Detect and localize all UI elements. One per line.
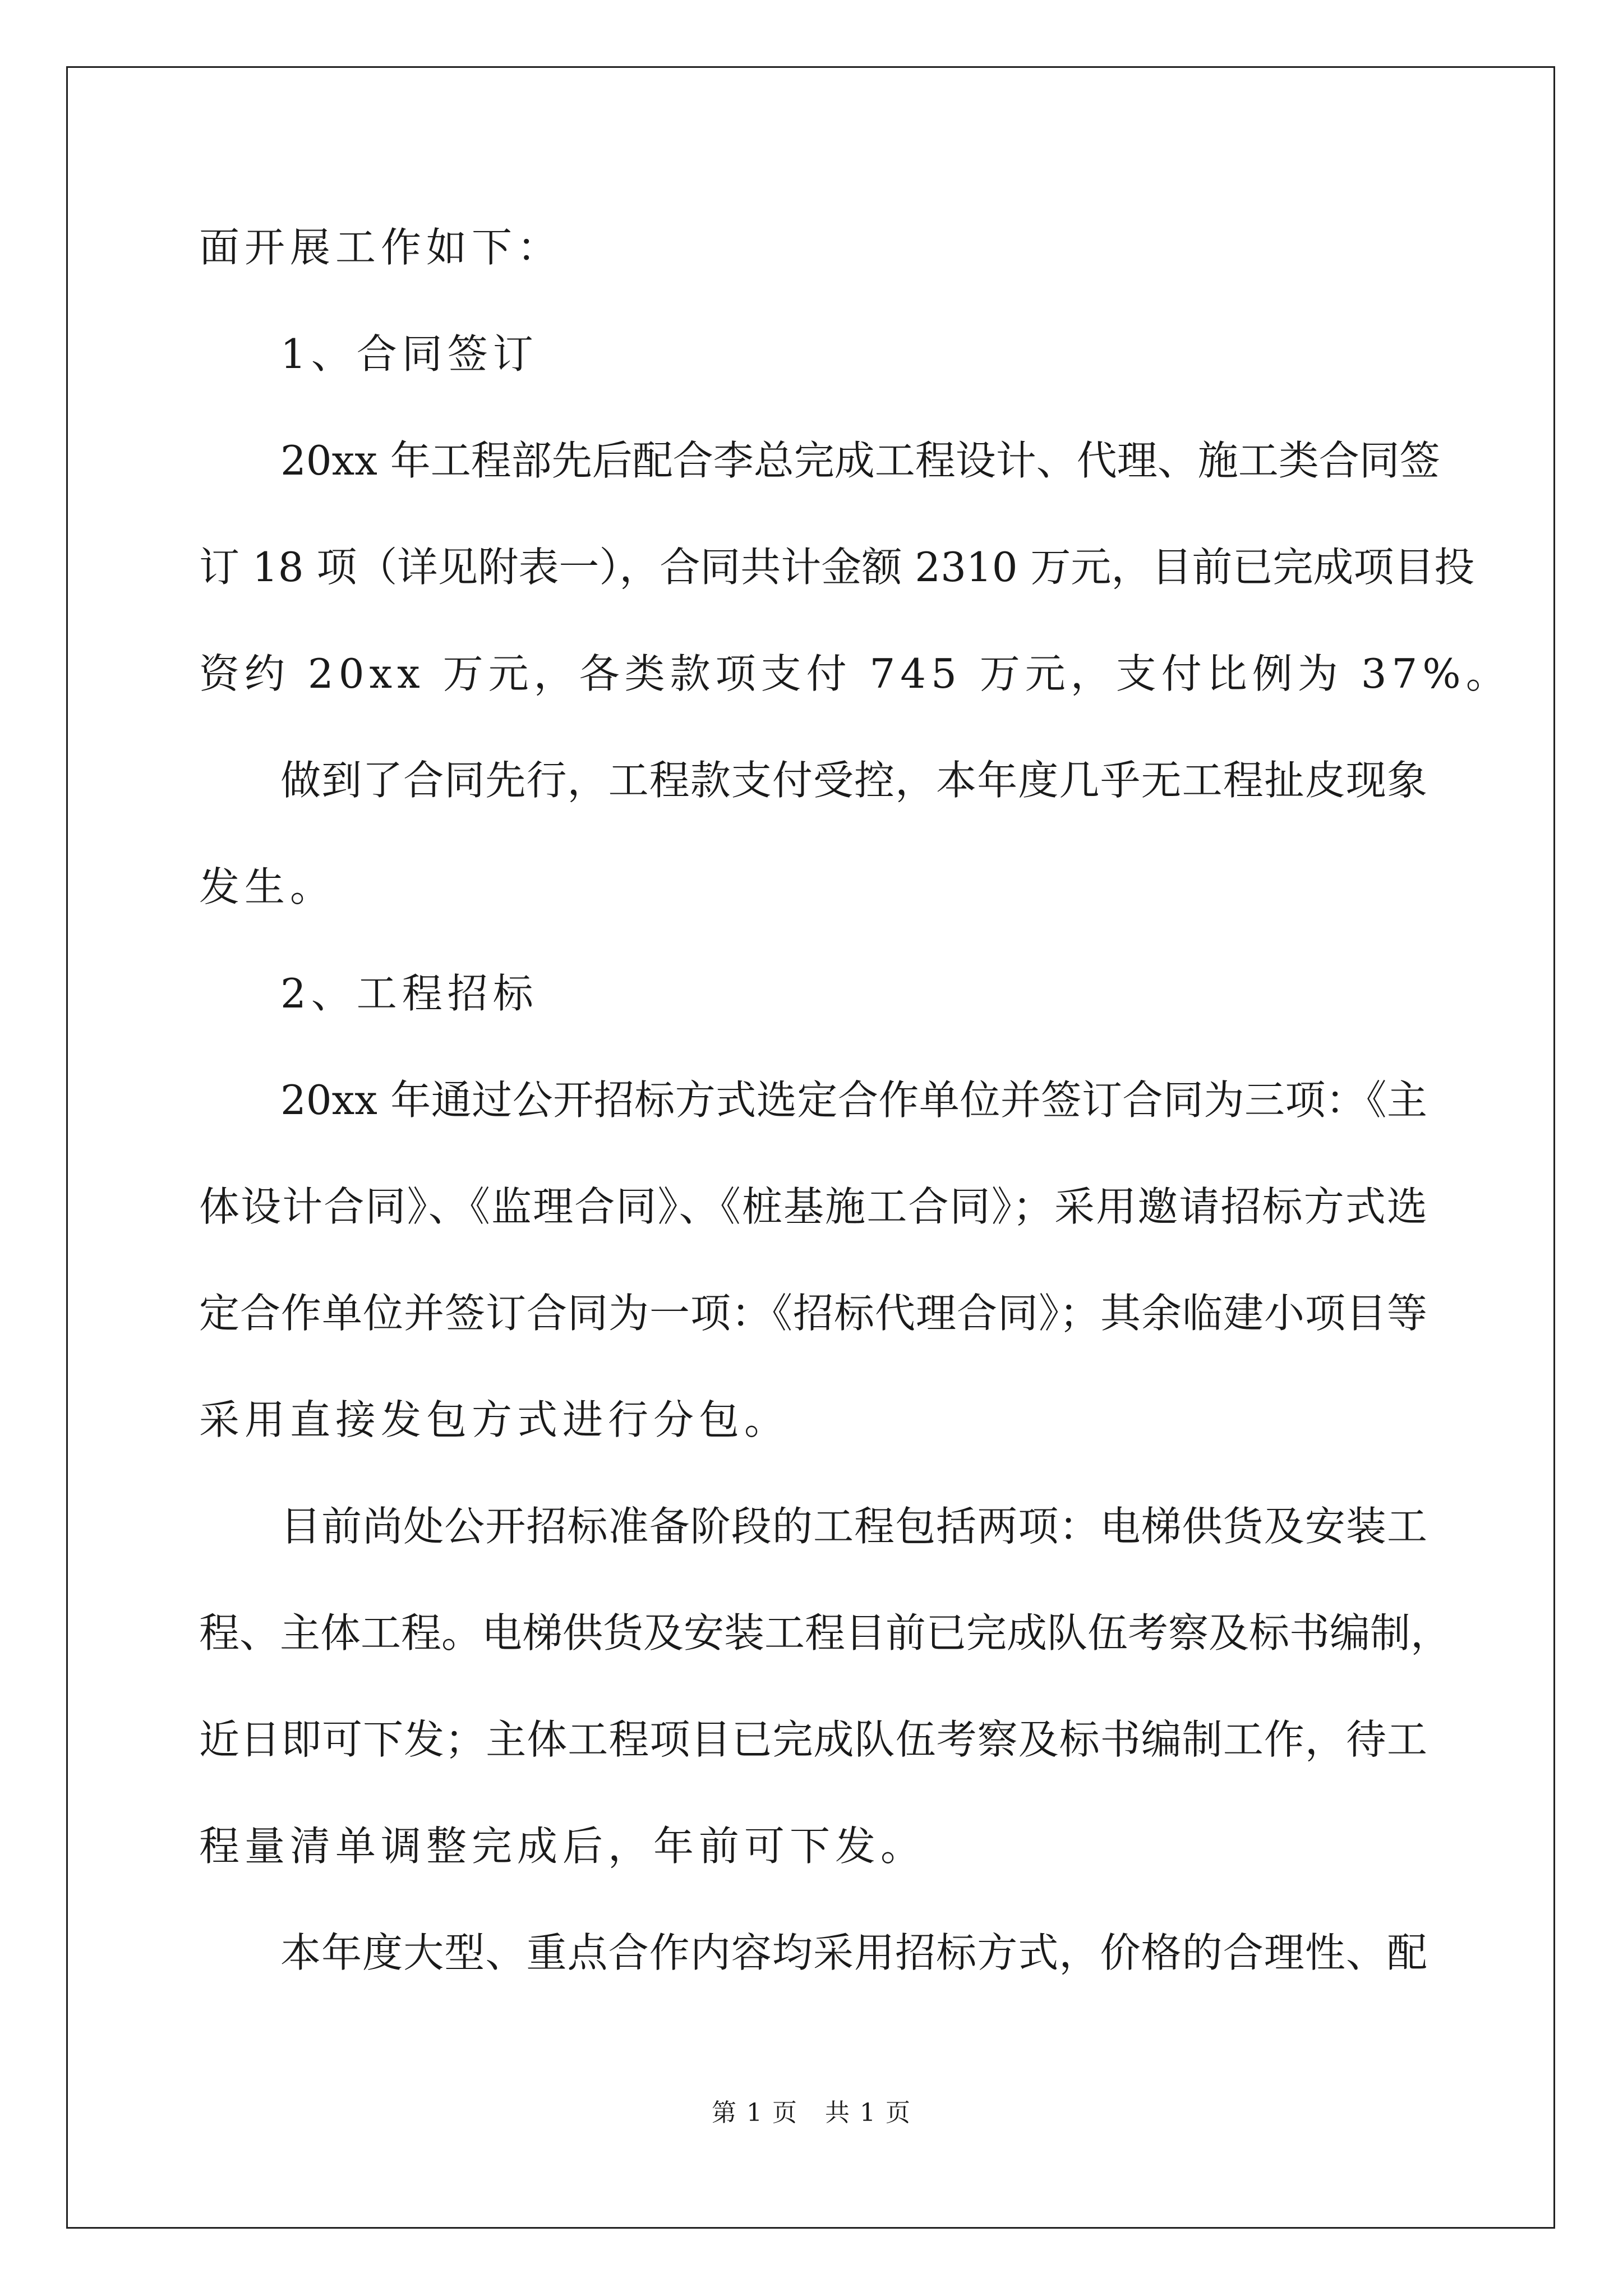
body-text-line: 程量清单调整完成后，年前可下发。: [199, 1823, 926, 1870]
body-text-line: 面开展工作如下：: [199, 224, 563, 271]
body-text-line: 20xx 年通过公开招标方式选定合作单位并签订合同为三项：《主: [280, 1076, 1427, 1124]
body-text-line: 目前尚处公开招标准备阶段的工程包括两项：电梯供货及安装工: [280, 1503, 1427, 1550]
body-text-line: 订 18 项（详见附表一），合同共计金额 2310 万元，目前已完成项目投: [199, 544, 1475, 591]
body-text-line: 做到了合同先行，工程款支付受控，本年度几乎无工程扯皮现象: [280, 757, 1427, 804]
body-text-line: 近日即可下发；主体工程项目已完成队伍考察及标书编制工作，待工: [199, 1716, 1427, 1763]
page-footer-page-number: 第 1 页 共 1 页: [712, 2099, 911, 2127]
body-text-line: 程、主体工程。电梯供货及安装工程目前已完成队伍考察及标书编制，: [199, 1609, 1451, 1657]
section-heading: 1、合同签订: [280, 330, 538, 378]
body-text-line: 资约 20xx 万元，各类款项支付 745 万元，支付比例为 37%。: [199, 650, 1511, 697]
body-text-line: 本年度大型、重点合作内容均采用招标方式，价格的合理性、配: [280, 1929, 1427, 1976]
page-border: [66, 66, 1555, 2229]
section-heading: 2、工程招标: [280, 970, 538, 1017]
body-text-line: 20xx 年工程部先后配合李总完成工程设计、代理、施工类合同签: [280, 437, 1440, 484]
body-text-line: 发生。: [199, 863, 336, 910]
body-text-line: 定合作单位并签订合同为一项：《招标代理合同》；其余临建小项目等: [199, 1290, 1427, 1337]
body-text-line: 体设计合同》、《监理合同》、《桩基施工合同》；采用邀请招标方式选: [199, 1183, 1427, 1230]
body-text-line: 采用直接发包方式进行分包。: [199, 1396, 790, 1443]
